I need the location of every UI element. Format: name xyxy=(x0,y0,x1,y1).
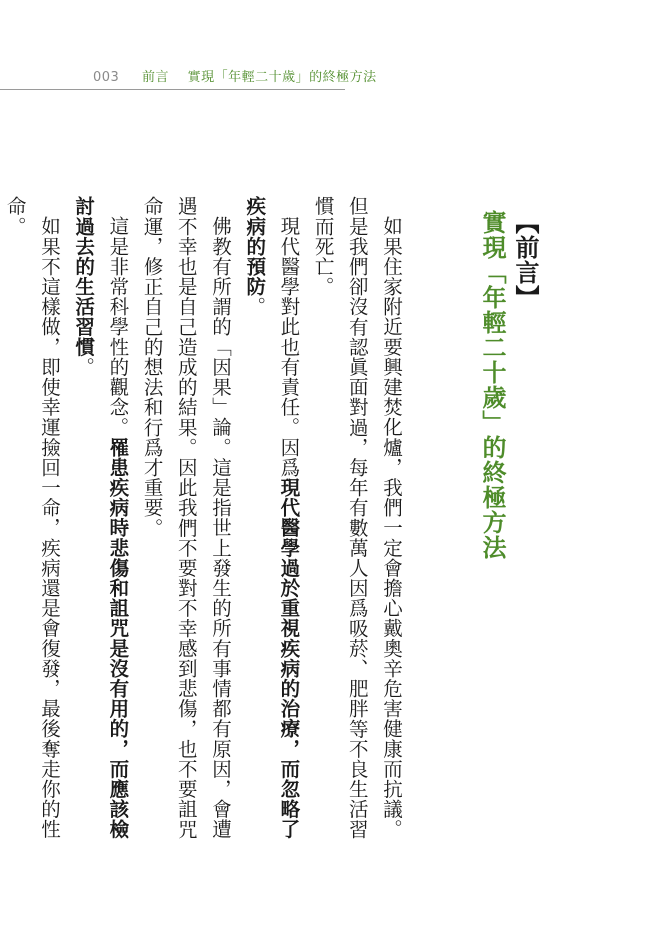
title-main: 實現「年輕二十歲」的終極方法 xyxy=(478,210,506,560)
paragraph-2 xyxy=(237,196,305,856)
paragraph-4-start: 這是非常科學性的觀念。 xyxy=(106,215,130,437)
paragraph-2-emphasis: 現代醫學過於重視疾病的治療，而忽略了疾病的預防 xyxy=(243,196,301,839)
paragraph-2-end: 。 xyxy=(243,296,267,317)
paragraph-4-end: 。 xyxy=(72,356,96,377)
preface-title xyxy=(475,210,541,560)
body-text xyxy=(0,196,408,856)
title-kicker: 【前言】 xyxy=(511,210,539,310)
paragraph-1: 如果住家附近要興建焚化爐，我們一定會擔心戴奧辛危害健康而抗議。但是我們卻沒有認眞面對過，每年有數萬人因爲吸菸、肥胖等不良生活習慣而死亡。 xyxy=(311,196,403,840)
section-label: 前言 xyxy=(141,70,169,85)
paragraph-2-start: 現代醫學對此也有責任。因爲 xyxy=(277,215,301,477)
paragraph-5: 如果不這樣做，即使幸運撿回一命，疾病還是會復發，最後奪走你的性命。 xyxy=(3,196,61,839)
running-head xyxy=(93,66,377,85)
page-number: 003 xyxy=(93,70,120,85)
paragraph-3: 佛教有所謂的「因果」論。這是指世上發生的所有事情都有原因，會遭遇不幸也是自己造成的結果。因此我們不要對不幸感到悲傷，也不要詛咒命運，修正自己的想法和行爲才重要。 xyxy=(140,196,232,840)
header-rule xyxy=(0,89,345,90)
paragraph-4 xyxy=(66,196,134,856)
chapter-title: 實現「年輕二十歲」的終極方法 xyxy=(187,70,377,85)
paragraph-4-emphasis: 罹患疾病時悲傷和詛咒是沒有用的，而應該檢討過去的生活習慣 xyxy=(72,196,130,839)
